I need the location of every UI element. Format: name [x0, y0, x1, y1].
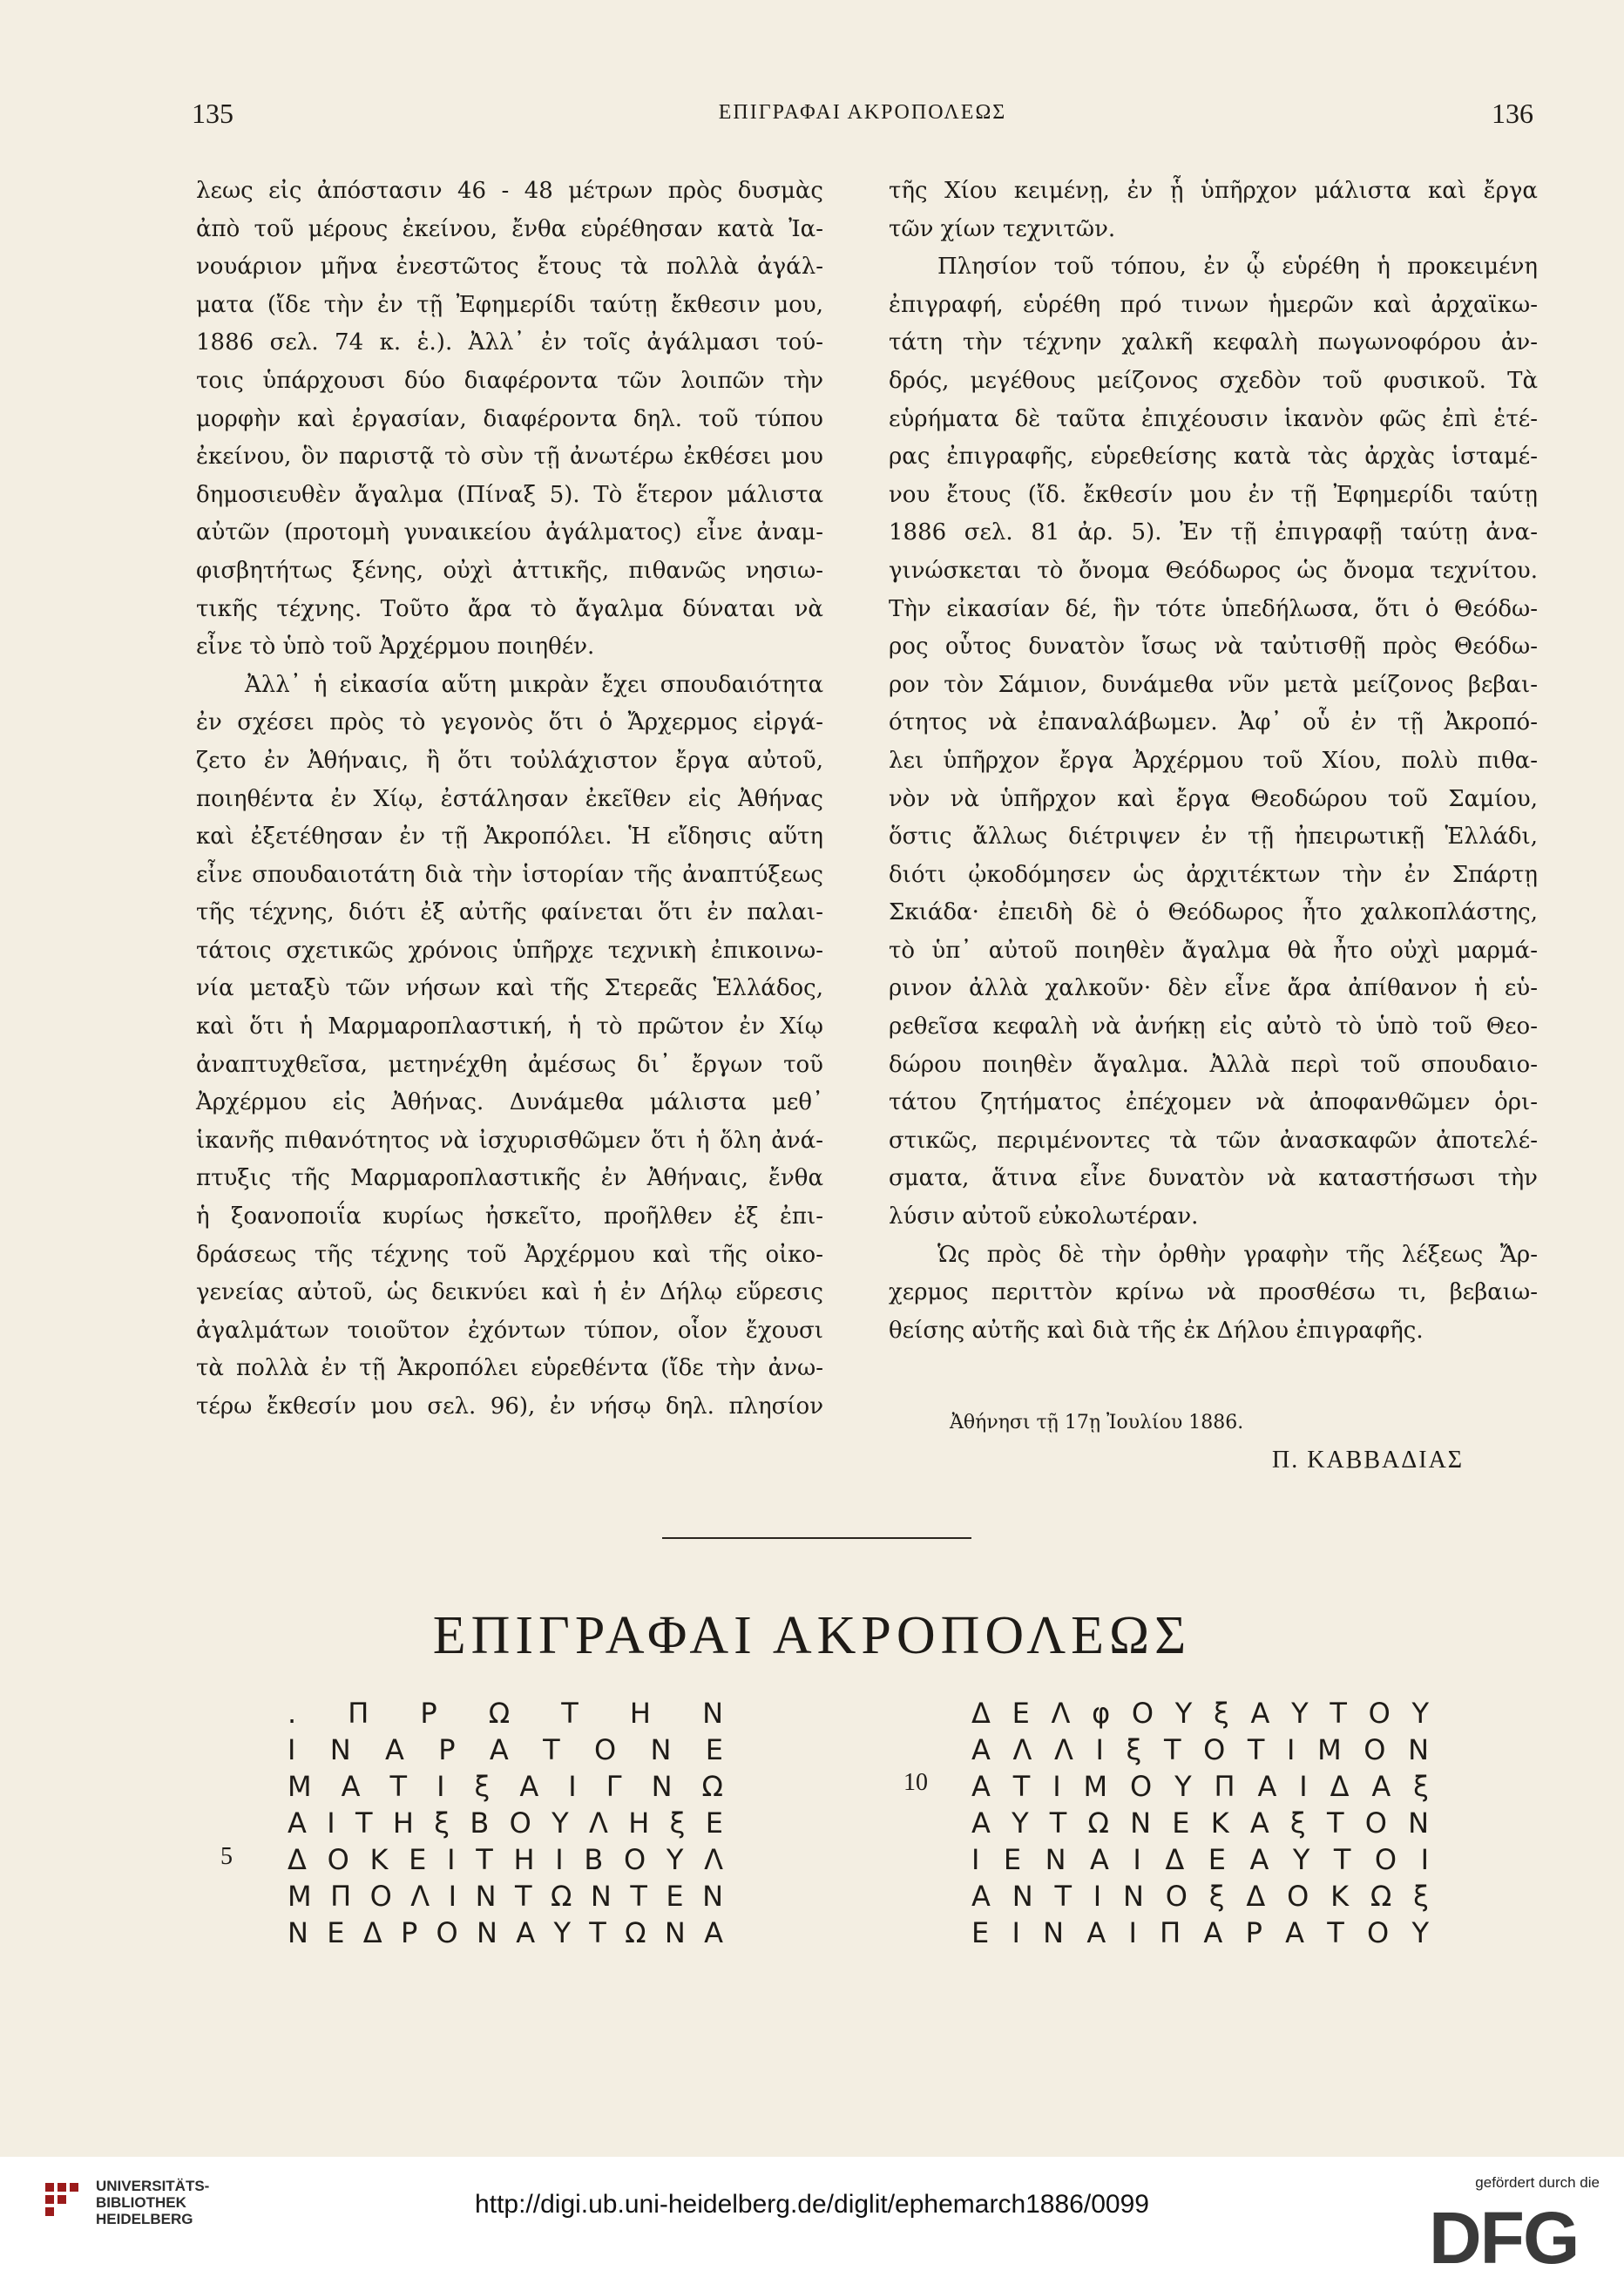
inscription-line: Α Υ Τ Ω Ν Ε Κ Α ξ Τ Ο Ν	[971, 1806, 1429, 1840]
inscription-line: Α Τ Ι Μ Ο Υ Π Α Ι Δ Α ξ	[971, 1770, 1429, 1803]
text-line: τικῆς τέχνης. Τοῦτο ἄρα τὸ ἄγαλμα δύναται νὰ	[196, 595, 823, 622]
text-line: νὸν νὰ ὑπῆρχον καὶ ἔργα Θεοδώρου τοῦ Σαμίου,	[889, 785, 1538, 812]
inscription-line: Α Ι Τ Η ξ Β Ο Υ Λ Η ξ Ε	[288, 1806, 723, 1840]
text-line: εὑρήματα δὲ ταῦτα ἐπιχέουσιν ἱκανὸν φῶς ἐπὶ ἑτέ-	[889, 405, 1538, 432]
text-line: χερμος περιττὸν κρίνω νὰ προσθέσω τι, βεβαιω-	[889, 1279, 1538, 1306]
text-line: Ἀλλ᾽ ἡ εἰκασία αὕτη μικρὰν ἔχει σπουδαιότητα	[245, 671, 823, 698]
text-line: ποιηθέντα ἐν Χίῳ, ἐστάλησαν ἐκεῖθεν εἰς Ἀθήνας	[196, 785, 823, 812]
text-line: αὐτῶν (προτομὴ γυναικείου ἀγάλματος) εἶνε ἀναμ-	[196, 519, 823, 546]
text-line: τάτοις σχετικῶς χρόνοις ὑπῆρχε τεχνικὴ ἐπικοινω-	[196, 937, 823, 964]
text-line: ἐν σχέσει πρὸς τὸ γεγονὸς ὅτι ὁ Ἄρχερμος εἰργά-	[196, 709, 823, 736]
section-divider	[662, 1537, 971, 1539]
text-line: γενείας αὐτοῦ, ὡς δεικνύει καὶ ἡ ἐν Δήλῳ εὕρεσις	[196, 1279, 823, 1306]
text-line: νουάριον μῆνα ἐνεστῶτος ἔτους τὰ πολλὰ ἀγάλ-	[196, 254, 823, 281]
text-line: θείσης αὐτῆς καὶ διὰ τῆς ἐκ Δήλου ἐπιγραφῆς.	[889, 1317, 1424, 1344]
text-line: τὰ πολλὰ ἐν τῇ Ἀκροπόλει εὑρεθέντα (ἴδε τὴν ἀνω-	[196, 1355, 823, 1382]
text-line: τῆς τέχνης, διότι ἐξ αὐτῆς φαίνεται ὅτι ἐν παλαι-	[196, 899, 823, 926]
text-line: εἶνε σπουδαιοτάτη διὰ τὴν ἱστορίαν τῆς ἀναπτύξεως	[196, 861, 823, 888]
dfg-logo-icon	[1429, 2202, 1600, 2270]
inscription-left-column	[288, 1695, 723, 1951]
text-line: Ἀρχέρμου εἰς Ἀθήνας. Δυνάμεθα μάλιστα μεθ᾽	[196, 1089, 823, 1116]
text-line: ρεθεῖσα κεφαλὴ νὰ ἀνήκῃ εἰς αὐτὸ τὸ ὑπὸ τοῦ Θεο-	[889, 1013, 1538, 1040]
running-title: ΕΠΙΓΡΑΦΑΙ ΑΚΡΟΠΟΛΕΩΣ	[718, 101, 1007, 124]
inscription-line: . Π Ρ Ω Τ Η Ν	[288, 1697, 723, 1730]
text-line: τάτη τὴν τέχνην χαλκῆ κεφαλὴ πωγωνοφόρου ἀν-	[889, 329, 1538, 356]
text-line: ρας ἐπιγραφῆς, εὑρεθείσης κατὰ τὰς ἀρχὰς ἱσταμέ-	[889, 444, 1538, 471]
text-line: νία μεταξὺ τῶν νήσων καὶ τῆς Στερεᾶς Ἑλλάδος,	[196, 975, 823, 1002]
running-head	[192, 98, 1533, 141]
text-line: δρός, μεγέθους μείζονος σχεδὸν τοῦ φυσικοῦ. Τὰ	[889, 367, 1538, 394]
text-line: γινώσκεται τὸ ὄνομα Θεόδωρος ὡς ὄνομα τεχνίτου.	[889, 557, 1538, 584]
svg-text:DFG: DFG	[1429, 2202, 1579, 2270]
text-line: μορφὴν καὶ ἐργασίαν, διαφέροντα δηλ. τοῦ τύπου	[196, 405, 823, 432]
text-line: ἐκείνου, ὃν παριστᾷ τὸ σὺν τῇ ἀνωτέρω ἐκθέσει μου	[196, 444, 823, 471]
text-line: δημοσιευθὲν ἄγαλμα (Πίναξ 5). Τὸ ἕτερον μάλιστα	[196, 481, 823, 508]
text-line: δράσεως τῆς τέχνης τοῦ Ἀρχέρμου καὶ τῆς οἰκο-	[196, 1241, 823, 1268]
text-line: ἐπιγραφή, εὑρέθη πρό τινων ἡμερῶν καὶ ἀρχαϊκω-	[889, 291, 1538, 318]
text-line: ἡ ξοανοποιΐα κυρίως ἠσκεῖτο, προῆλθεν ἐξ ἐπι-	[196, 1203, 823, 1230]
text-line: τῶν χίων τεχνιτῶν.	[889, 215, 1116, 242]
text-line: λει ὑπῆρχον ἔργα Ἀρχέρμου τοῦ Χίου, πολὺ πιθα-	[889, 747, 1538, 774]
line-number-5: 5	[220, 1843, 233, 1870]
text-line: ρινον ἀλλὰ χαλκοῦν· δὲν εἶνε ἄρα ἀπίθανον ἡ εὑ-	[889, 975, 1538, 1002]
inscription-line: Ε Ι Ν Α Ι Π Α Ρ Α Τ Ο Υ	[971, 1916, 1429, 1949]
text-line: τάτου ζητήματος ἐπέχομεν νὰ ἀποφανθῶμεν ὁρι-	[889, 1089, 1538, 1116]
date-signoff: Ἀθήνησι τῇ 17ῃ Ἰουλίου 1886.	[950, 1412, 1244, 1433]
inscription-line: Μ Α Τ Ι ξ Α Ι Γ Ν Ω	[288, 1770, 723, 1803]
text-line: σματα, ἅτινα εἶνε δυνατὸν νὰ καταστήσωσι τὴν	[889, 1165, 1538, 1192]
text-line: τοις ὑπάρχουσι δύο διαφέροντα τῶν λοιπῶν τὴν	[196, 367, 823, 394]
inscription-line: Α Ν Τ Ι Ν Ο ξ Δ Ο Κ Ω ξ	[971, 1880, 1429, 1913]
text-line: Σκιάδα· ἐπειδὴ δὲ ὁ Θεόδωρος ἦτο χαλκοπλάστης,	[889, 899, 1538, 926]
text-line: ότητος νὰ ἐπαναλάβωμεν. Ἀφ᾽ οὗ ἐν τῇ Ἀκροπό-	[889, 709, 1538, 736]
right-text-column	[889, 173, 1538, 1350]
text-line: ὅστις ἄλλως διέτριψεν ἐν τῇ ἠπειρωτικῇ Ἑλλάδι,	[889, 823, 1538, 851]
funding-caption: gefördert durch die	[1475, 2174, 1600, 2191]
inscription-line: Ι Ε Ν Α Ι Δ Ε Α Υ Τ Ο Ι	[971, 1843, 1429, 1876]
text-line: ματα (ἴδε τὴν ἐν τῇ Ἐφημερίδι ταύτῃ ἔκθεσιν μου,	[196, 291, 823, 318]
text-line: καὶ ὅτι ἡ Μαρμαροπλαστική, ἡ τὸ πρῶτον ἐν Χίῳ	[196, 1013, 823, 1040]
inscription-line: Α Λ Λ Ι ξ Τ Ο Τ Ι Μ Ο Ν	[971, 1733, 1429, 1766]
text-line: καὶ ἐξετέθησαν ἐν τῇ Ἀκροπόλει. Ἡ εἴδησις αὕτη	[196, 823, 823, 851]
text-line: στικῶς, περιμένοντες τὰ τῶν ἀνασκαφῶν ἀποτελέ-	[889, 1127, 1538, 1154]
text-line: φισβητήτως ξένης, οὐχὶ ἀττικῆς, πιθανῶς νησιω-	[196, 557, 823, 584]
library-name: UNIVERSITÄTS- BIBLIOTHEK HEIDELBERG	[96, 2178, 210, 2227]
text-line: Πλησίον τοῦ τόπου, ἐν ᾧ εὑρέθη ἡ προκειμένη	[937, 254, 1538, 281]
text-line: εἶνε τὸ ὑπὸ τοῦ Ἀρχέρμου ποιηθέν.	[196, 634, 595, 661]
text-line: ρον τὸν Σάμιον, δυνάμεθα νῦν μετὰ μείζονος βεβαι-	[889, 671, 1538, 698]
text-line: τῆς Χίου κειμένῃ, ἐν ᾗ ὑπῆρχον μάλιστα καὶ ἔργα	[889, 178, 1538, 204]
text-line: λύσιν αὐτοῦ εὐκολωτέραν.	[889, 1203, 1199, 1230]
inscription-line: Δ Ο Κ Ε Ι Τ Η Ι Β Ο Υ Λ	[288, 1843, 723, 1876]
text-line: διότι ᾠκοδόμησεν ὡς ἀρχιτέκτων τὴν ἐν Σπάρτῃ	[889, 861, 1538, 888]
page-number-right: 136	[1492, 98, 1533, 129]
text-line: 1886 σελ. 74 κ. ἑ.). Ἀλλ᾽ ἐν τοῖς ἀγάλμασι τού-	[196, 329, 823, 356]
text-line: λεως εἰς ἀπόστασιν 46 - 48 μέτρων πρὸς δυσμὰς	[196, 178, 823, 204]
text-line: ἀναπτυχθεῖσα, μετηνέχθη ἀμέσως δι᾽ ἔργων τοῦ	[196, 1051, 823, 1078]
text-line: Τὴν εἰκασίαν δέ, ἣν τότε ὑπεδήλωσα, ὅτι ὁ Θεόδω-	[889, 595, 1538, 622]
page-number-left: 135	[192, 98, 233, 129]
text-line: ἀπὸ τοῦ μέρους ἐκείνου, ἔνθα εὑρέθησαν κατὰ Ἰα-	[196, 215, 823, 242]
line-number-10: 10	[903, 1769, 928, 1796]
digitization-footer	[0, 2157, 1624, 2284]
text-line: 1886 σελ. 81 ἀρ. 5). Ἐν τῇ ἐπιγραφῇ ταύτῃ ἀνα-	[889, 519, 1538, 546]
text-line: πτυξις τῆς Μαρμαροπλαστικῆς ἐν Ἀθήναις, ἔνθα	[196, 1165, 823, 1192]
text-line: ἀγαλμάτων τοιοῦτον ἐχόντων τύπον, οἷον ἔχουσι	[196, 1317, 823, 1344]
inscription-line: Μ Π Ο Λ Ι Ν Τ Ω Ν Τ Ε Ν	[288, 1880, 723, 1913]
text-line: τὸ ὑπ᾽ αὐτοῦ ποιηθὲν ἄγαλμα θὰ ἦτο οὐχὶ μαρμά-	[889, 937, 1538, 964]
text-line: ζετο ἐν Ἀθήναις, ἢ ὅτι τοὐλάχιστον ἔργα αὐτοῦ,	[196, 747, 823, 774]
inscription-line: Ν Ε Δ Ρ Ο Ν Α Υ Τ Ω Ν Α	[288, 1916, 723, 1949]
author-signature: Π. ΚΑΒΒΑΔΙΑΣ	[1272, 1447, 1465, 1474]
text-line: ἱκανῆς πιθανότητος νὰ ἰσχυρισθῶμεν ὅτι ἡ ὅλη ἀνά-	[196, 1127, 823, 1154]
source-url-link[interactable]: http://digi.ub.uni-heidelberg.de/diglit/ephemarch1886/0099	[475, 2190, 1149, 2219]
text-line: δώρου ποιηθὲν ἄγαλμα. Ἀλλὰ περὶ τοῦ σπουδαιο-	[889, 1051, 1538, 1078]
text-line: τέρω ἔκθεσίν μου σελ. 96), ἐν νήσῳ δηλ. πλησίον	[196, 1393, 823, 1420]
inscription-line: Δ Ε Λ φ Ο Υ ξ Α Υ Τ Ο Υ	[971, 1697, 1429, 1730]
left-text-column	[196, 173, 823, 1427]
section-title: ΕΠΙΓΡΑΦΑΙ ΑΚΡΟΠΟΛΕΩΣ	[432, 1606, 1192, 1665]
inscription-line: Ι Ν Α Ρ Α Τ Ο Ν Ε	[288, 1733, 723, 1766]
inscription-right-column	[971, 1695, 1429, 1951]
text-line: νου ἔτους (ἴδ. ἔκθεσίν μου ἐν τῇ Ἐφημερίδι ταύτῃ	[889, 481, 1538, 508]
text-line: Ὡς πρὸς δὲ τὴν ὀρθὴν γραφὴν τῆς λέξεως Ἄρ-	[937, 1241, 1538, 1268]
text-line: ρος οὗτος δυνατὸν ἴσως νὰ ταὐτισθῇ πρὸς Θεόδω-	[889, 634, 1538, 661]
